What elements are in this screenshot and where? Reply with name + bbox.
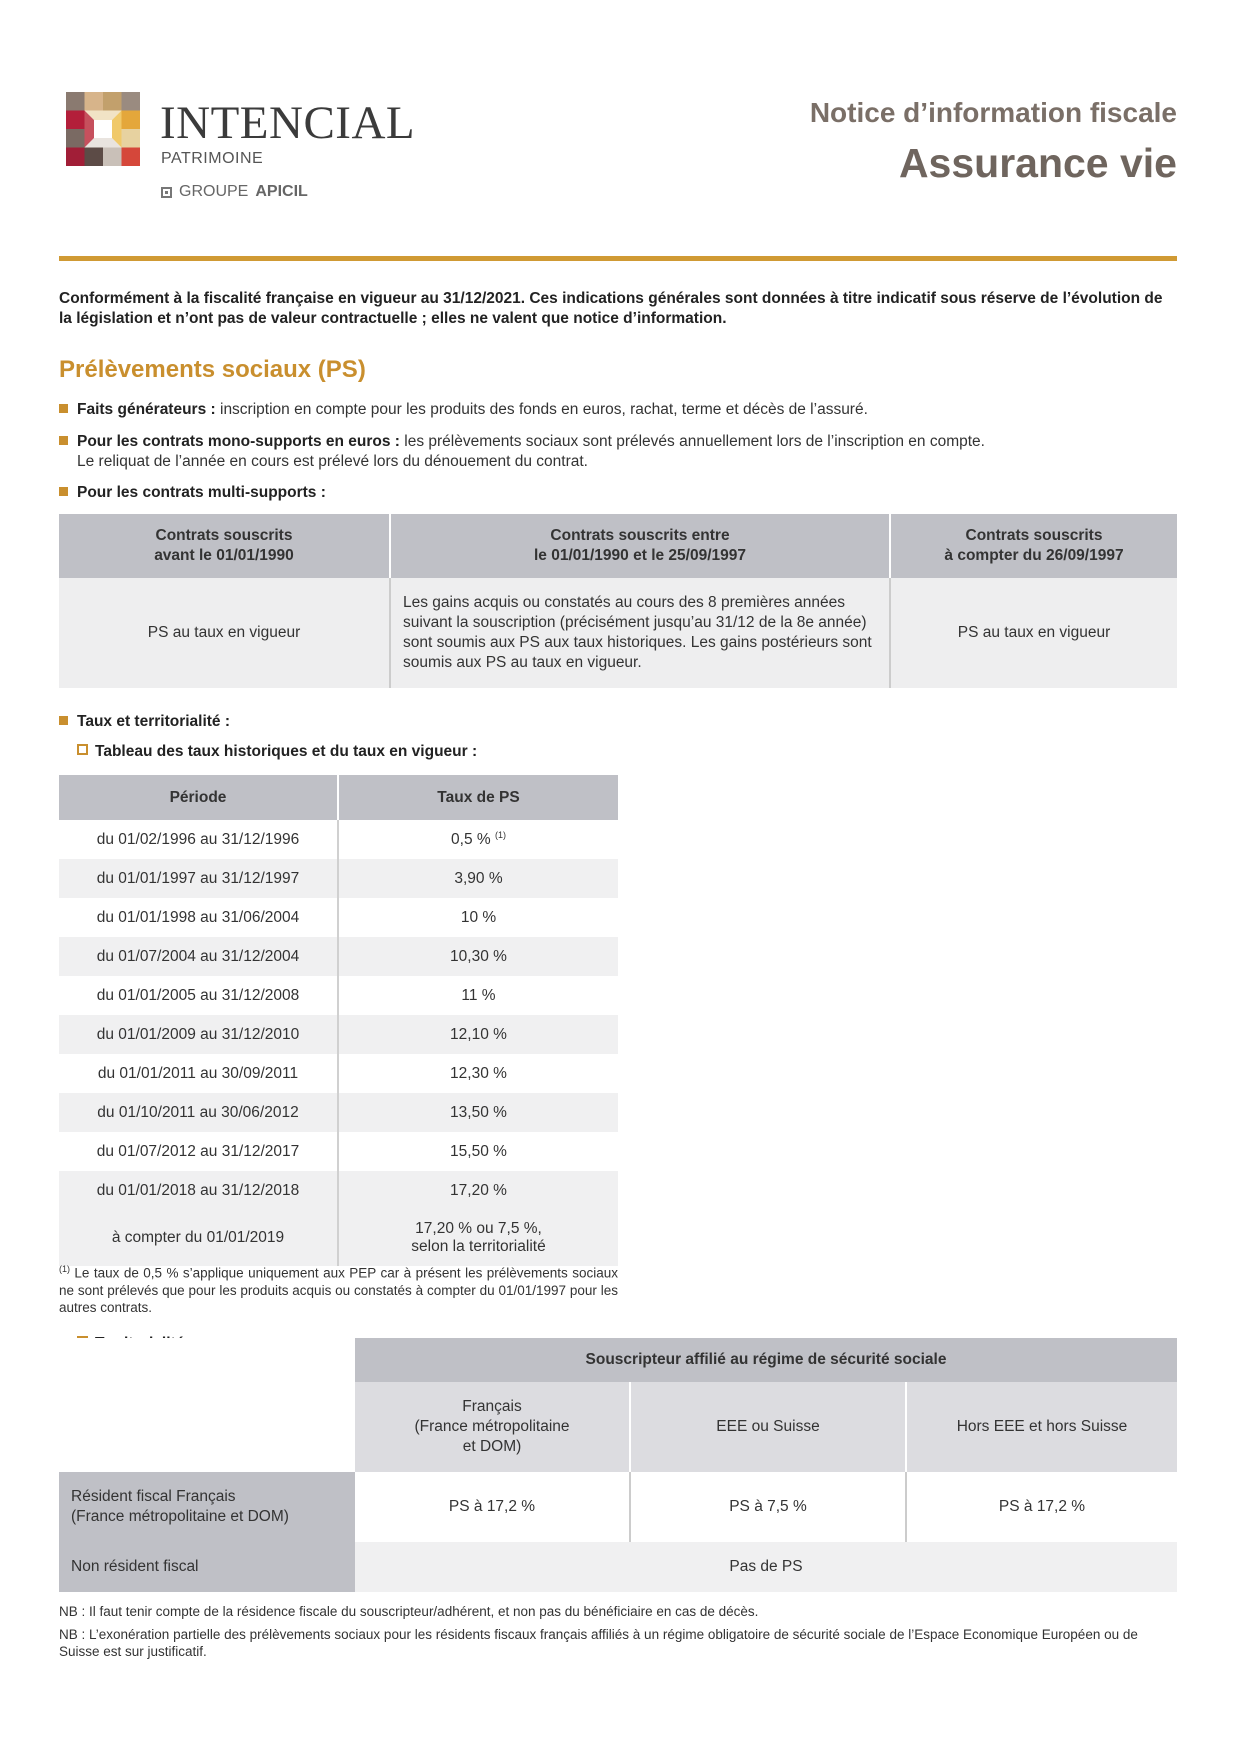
rates-period: du 01/01/2005 au 31/12/2008 (59, 976, 338, 1015)
empty-corner (59, 1338, 355, 1472)
intencial-logo-icon (66, 92, 140, 166)
terr-cell: PS à 17,2 % (998, 1498, 1086, 1515)
bullet-mono-supports (59, 432, 1179, 472)
bullet-label: Pour les contrats mono-supports en euros : (77, 433, 400, 450)
bullet-label: Taux et territorialité : (77, 713, 231, 730)
rates-row (59, 898, 618, 937)
rates-period: du 01/02/1996 au 31/12/1996 (59, 820, 338, 859)
header-divider (59, 256, 1177, 261)
terr-header: Souscripteur affilié au régime de sécurité sociale (355, 1338, 1177, 1382)
table-cell: PS au taux en vigueur (59, 578, 390, 688)
rates-value: 11 % (461, 986, 496, 1004)
hollow-square-icon (77, 744, 88, 755)
table-header-cell: Contrats souscrits entre le 01/01/1990 et le 25/09/1997 (390, 514, 890, 578)
footnote-text: Le taux de 0,5 % s’applique uniquement aux PEP car à présent les prélèvements sociaux ne sont prélevés que pour les produits acquis ou constatés à compter du 01/01/1997 pour les autres contrats. (59, 1265, 618, 1315)
terr-cell: Pas de PS (355, 1542, 1177, 1592)
rates-period: du 01/01/2018 au 31/12/2018 (59, 1171, 338, 1210)
terr-subheader: EEE ou Suisse (630, 1382, 906, 1472)
rates-period: du 01/01/1998 au 31/06/2004 (59, 898, 338, 937)
terr-cell: PS à 7,5 % (630, 1472, 906, 1542)
rates-value: 10,30 % (338, 937, 618, 976)
sub-bullet-label: Tableau des taux historiques et du taux en vigueur : (95, 743, 478, 760)
bullet-text: inscription en compte pour les produits des fonds en euros, rachat, terme et décès de l’assuré. (215, 401, 868, 418)
rates-row (59, 1171, 618, 1210)
table-header-cell: Contrats souscrits avant le 01/01/1990 (59, 514, 390, 578)
rates-row (59, 937, 618, 976)
rates-value: 17,20 % (338, 1171, 618, 1210)
footnote (59, 1261, 618, 1316)
groupe-name: APICIL (255, 183, 308, 200)
rates-footnote-mark: (1) (494, 829, 506, 840)
bullet-faits-generateurs (59, 400, 1179, 420)
rates-header-taux: Taux de PS (338, 775, 618, 820)
sub-bullet-taux-historiques (77, 743, 477, 761)
rates-period: du 01/01/2009 au 31/12/2010 (59, 1015, 338, 1054)
rates-header-periode: Période (59, 775, 338, 820)
rates-row (59, 976, 618, 1015)
nb-note-1: NB : Il faut tenir compte de la résidence fiscale du souscripteur/adhérent, et non pas du bénéficiaire en cas de décès. (59, 1604, 759, 1619)
terr-row-header: Résident fiscal Français (France métropolitaine et DOM) (59, 1472, 355, 1542)
bullet-text: les prélèvements sociaux sont prélevés annuellement lors de l’inscription en compte. (399, 433, 985, 450)
table-header-cell: Contrats souscrits à compter du 26/09/1997 (890, 514, 1177, 578)
terr-row-header: Non résident fiscal (59, 1542, 355, 1592)
rates-period: à compter du 01/01/2019 (59, 1210, 338, 1266)
bullet-square-icon (59, 487, 68, 496)
table-cell: Les gains acquis ou constatés au cours des 8 premières années suivant la souscription (précisément jusqu’au 31/12 de la 8e année) sont soumis aux PS aux taux historiques. Les gains postérieurs sont soumis aux PS au taux en vigueur. (390, 578, 890, 688)
rates-value: 17,20 % ou 7,5 %, selon la territorialité (338, 1210, 618, 1266)
doc-title-line2: Assurance vie (898, 140, 1177, 186)
bullet-multi-supports (59, 483, 1179, 503)
nb-note-2: NB : L’exonération partielle des prélèvements sociaux pour les résidents fiscaux français affiliés à un régime obligatoire de sécurité sociale de l’Espace Economique Européen ou de Suisse est sur justificatif. (59, 1627, 1138, 1659)
terr-subheader: Hors EEE et hors Suisse (906, 1382, 1177, 1472)
rates-row (59, 1132, 618, 1171)
groupe-square-icon (161, 187, 172, 198)
rates-period: du 01/01/1997 au 31/12/1997 (59, 859, 338, 898)
rates-period: du 01/07/2004 au 31/12/2004 (59, 937, 338, 976)
rates-value: 12,30 % (450, 1064, 507, 1082)
rates-row (59, 1054, 618, 1093)
brand-subtitle: PATRIMOINE (161, 150, 264, 167)
bullet-continuation: Le reliquat de l’année en cours est prélevé lors du dénouement du contrat. (77, 453, 588, 470)
rates-period: du 01/07/2012 au 31/12/2017 (59, 1132, 338, 1171)
intro-paragraph: Conformément à la fiscalité française en vigueur au 31/12/2021. Ces indications générales sont données à titre indicatif sous réserve de l’évolution de la législation et n’ont pas de valeur contractuelle ; elles ne valent que notice d’information. (59, 290, 1163, 327)
terr-subheader: Français (France métropolitaine et DOM) (355, 1382, 630, 1472)
bullet-label: Pour les contrats multi-supports : (77, 484, 326, 501)
rates-row (59, 1015, 618, 1054)
rates-table (59, 775, 618, 1266)
bullet-square-icon (59, 404, 68, 413)
rates-value: 13,50 % (338, 1093, 618, 1132)
groupe-apicil (161, 183, 308, 201)
rates-row (59, 1210, 618, 1266)
groupe-prefix: GROUPE (179, 183, 249, 200)
multi-supports-table (59, 514, 1177, 688)
rates-row (59, 859, 618, 898)
rates-period: du 01/10/2011 au 30/06/2012 (59, 1093, 338, 1132)
table-cell: PS au taux en vigueur (890, 578, 1177, 688)
rates-value: 12,10 % (338, 1015, 618, 1054)
bullet-label: Faits générateurs : (77, 401, 216, 418)
rates-period: du 01/01/2011 au 30/09/2011 (59, 1054, 338, 1093)
bullet-square-icon (59, 436, 68, 445)
rates-value: 3,90 % (338, 859, 618, 898)
rates-value: 10 % (460, 908, 497, 926)
section-title: Prélèvements sociaux (PS) (59, 356, 366, 383)
rates-value: 15,50 % (450, 1142, 507, 1160)
bullet-taux-territorialite (59, 712, 1179, 732)
footnote-mark: (1) (59, 1264, 70, 1274)
doc-title-line1: Notice d’information fiscale (809, 97, 1177, 128)
rates-value: 0,5 % $^{(1)}$ (451, 829, 506, 849)
rates-row (59, 1093, 618, 1132)
rates-row (59, 820, 618, 859)
territoriality-table (59, 1338, 1177, 1592)
terr-cell: PS à 17,2 % (355, 1472, 630, 1542)
brand-name: INTENCIAL (160, 97, 416, 149)
bullet-square-icon (59, 716, 68, 725)
